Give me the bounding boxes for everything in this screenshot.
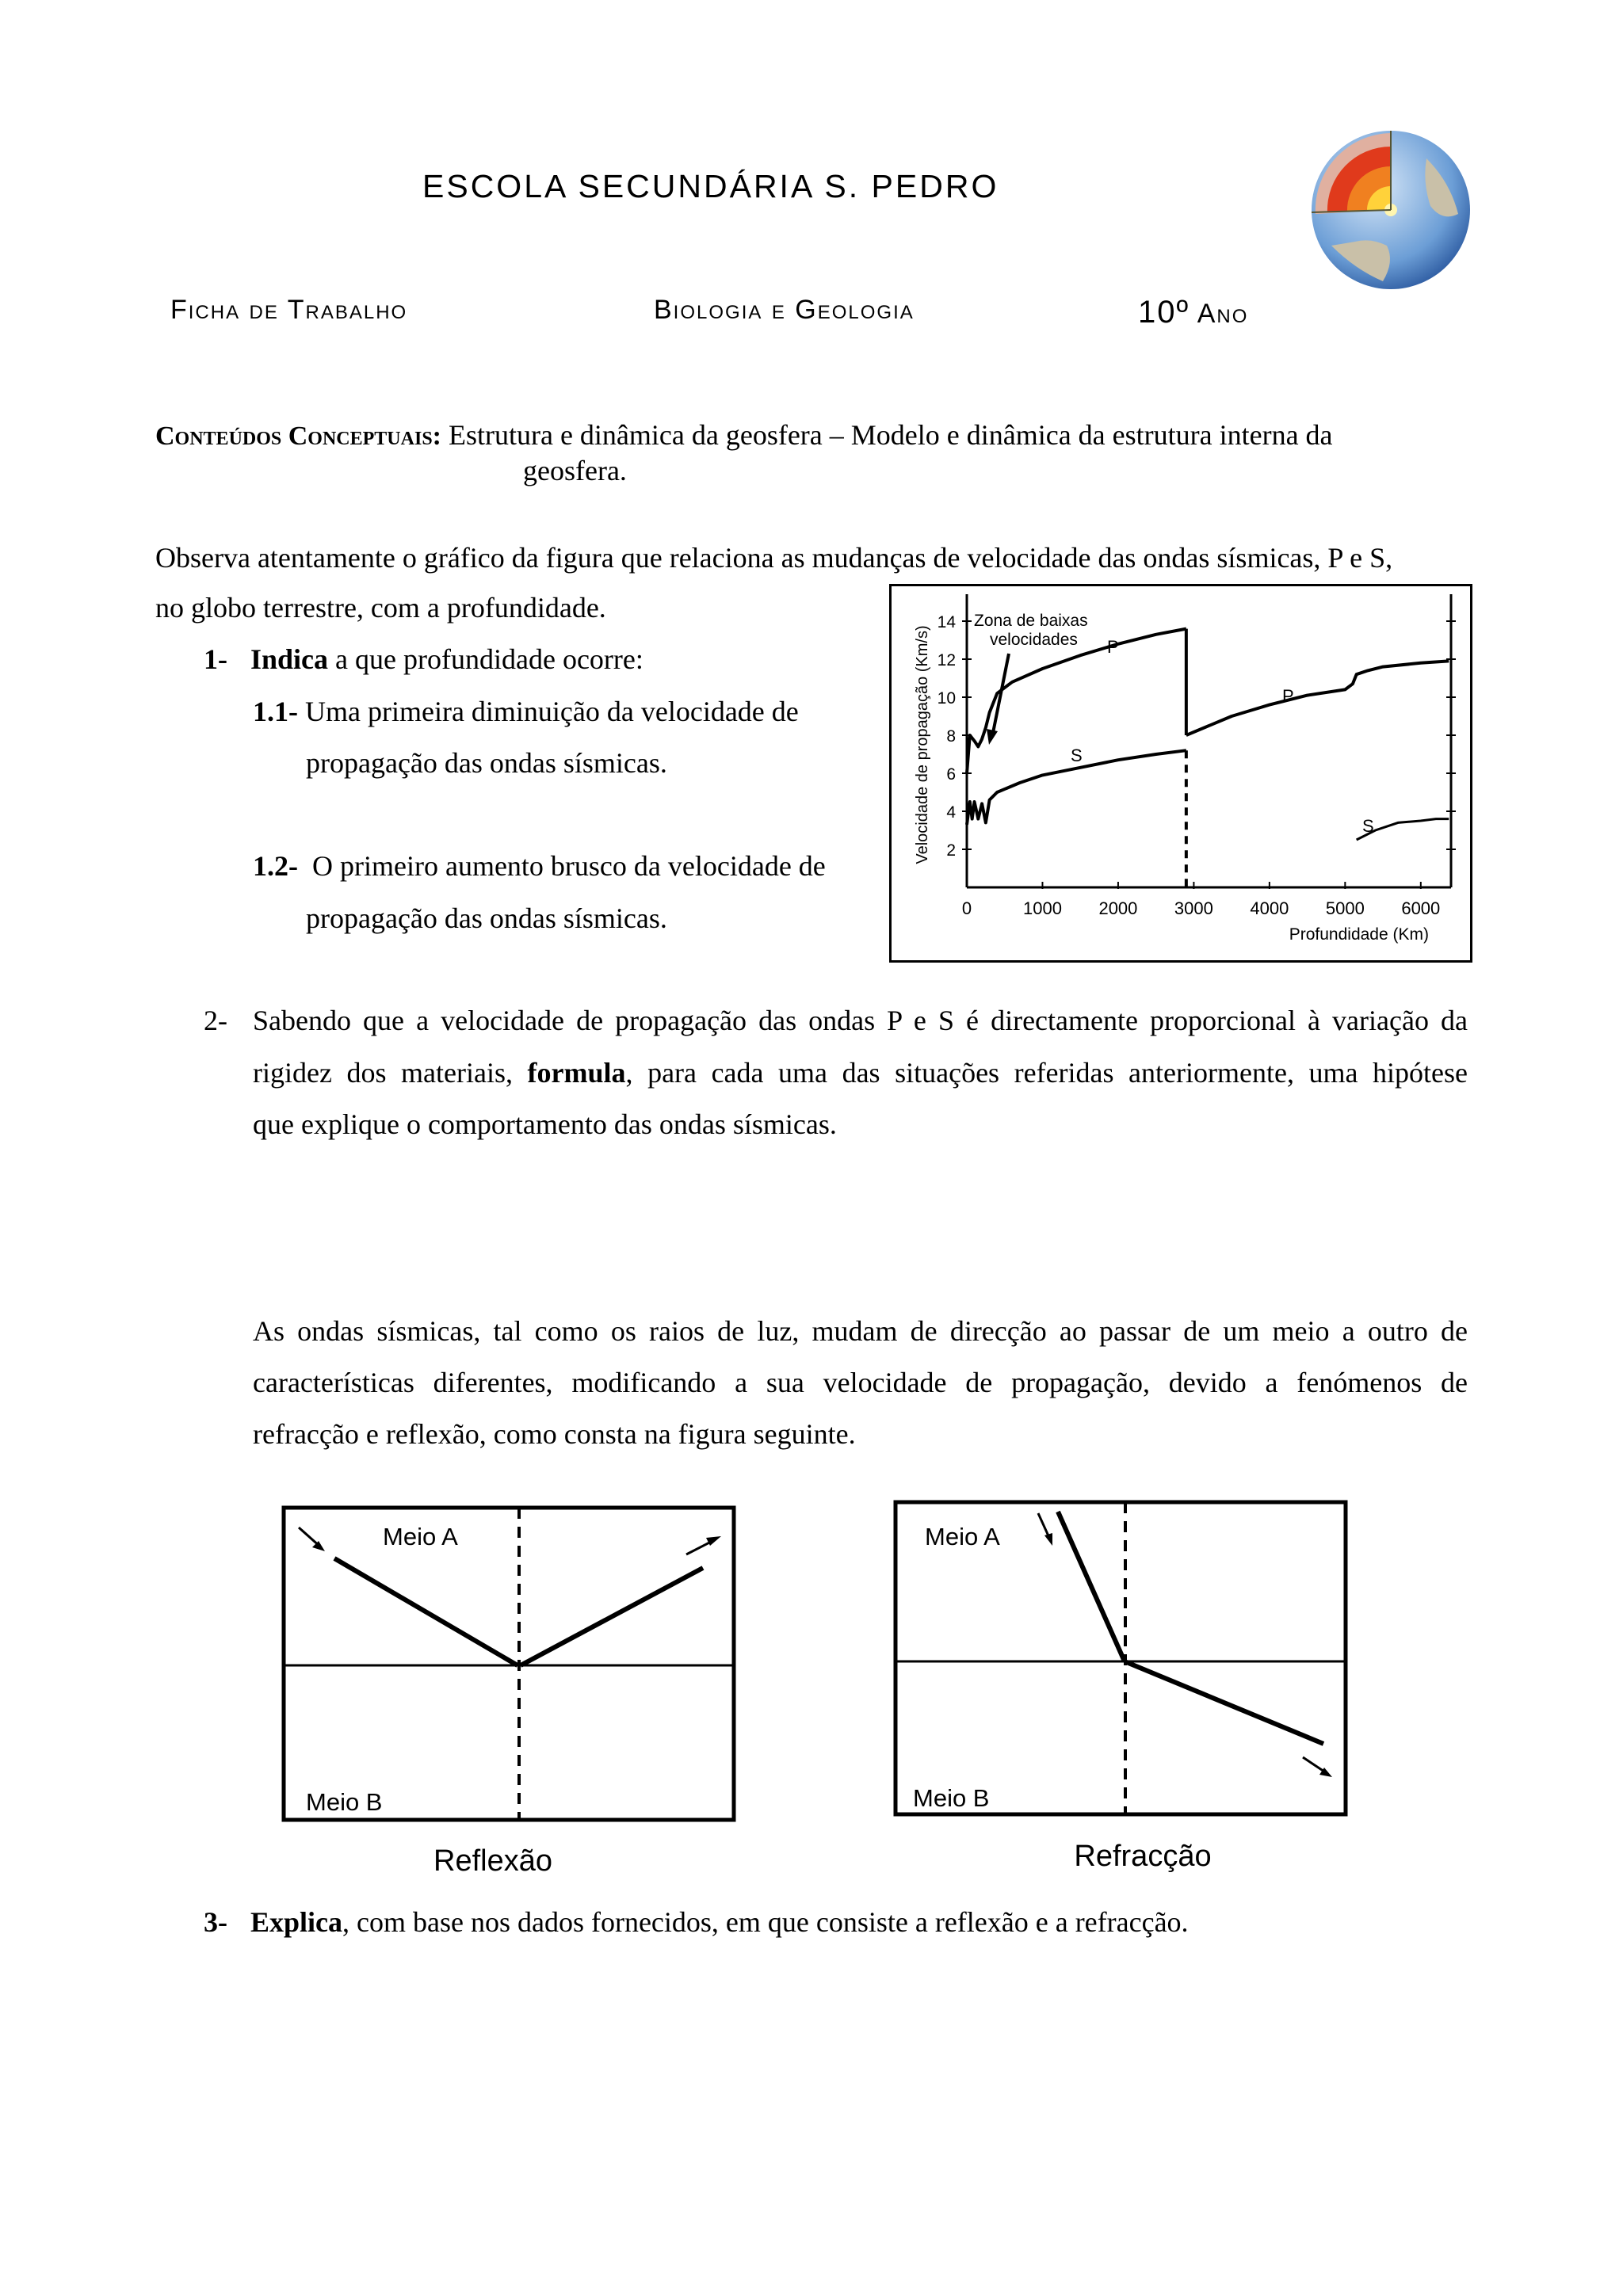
- question-1-1-text-1: Uma primeira diminuição da velocidade de: [298, 696, 799, 727]
- grade: [1138, 295, 1248, 330]
- chart-y-tick-label: 2: [946, 841, 956, 860]
- grade-number: 10º: [1138, 295, 1190, 330]
- intro-line-2: no globo terrestre, com a profundidade.: [155, 592, 606, 624]
- paragraph-line-2: características diferentes, modificando a sua velocidade de propagação, devido a fenómenos de: [253, 1367, 1468, 1398]
- grade-word: Ano: [1197, 299, 1249, 329]
- series-s-label-upper: S: [1071, 746, 1083, 765]
- sheet-type: Ficha de Trabalho: [170, 295, 408, 325]
- seismic-velocity-chart: [892, 586, 1470, 960]
- refraction-medium-a: Meio A: [925, 1523, 1000, 1550]
- question-1-1-text-2: propagação das ondas sísmicas.: [306, 747, 667, 779]
- series-p-label-lower: P: [1282, 686, 1294, 706]
- contents-line: [155, 418, 1518, 453]
- chart-y-label: Velocidade de propagação (Km/s): [914, 625, 931, 864]
- chart-x-tick-label: 4000: [1250, 898, 1289, 918]
- seismic-chart-frame: [889, 584, 1472, 963]
- reflection-medium-b: Meio B: [306, 1788, 383, 1816]
- question-2-line-2-post: , para cada uma das situações referidas anteriormente, uma hipótese: [625, 1057, 1468, 1089]
- question-1: [204, 643, 643, 677]
- question-1-2-number: 1.2-: [253, 850, 298, 882]
- contents-text-1: Estrutura e dinâmica da geosfera – Modelo e dinâmica da estrutura interna da: [448, 419, 1333, 451]
- question-1-2-text-1: O primeiro aumento brusco da velocidade de: [298, 850, 826, 882]
- school-name: ESCOLA SECUNDÁRIA S. PEDRO: [422, 168, 999, 204]
- reflection-frame: [284, 1508, 734, 1820]
- chart-x-tick-label: 0: [961, 898, 972, 918]
- chart-y-tick-label: 8: [946, 727, 956, 746]
- question-2-verb: formula: [527, 1057, 626, 1089]
- question-1-verb: Indica: [250, 643, 329, 675]
- refraction-diagram: [889, 1496, 1357, 1884]
- series-s-label-lower: S: [1362, 816, 1374, 836]
- contents-text-2: geosfera.: [523, 455, 627, 486]
- chart-y-tick-label: 14: [937, 613, 956, 631]
- earth-globe-icon: [1308, 127, 1474, 293]
- subject: Biologia e Geologia: [654, 295, 915, 325]
- reflection-medium-a: Meio A: [383, 1523, 458, 1550]
- question-1-1-number: 1.1-: [253, 696, 298, 727]
- reflection-caption: Reflexão: [433, 1844, 552, 1878]
- question-2-line-3: que explique o comportamento das ondas sísmicas.: [253, 1108, 837, 1140]
- chart-annotation-line-2: velocidades: [990, 631, 1078, 649]
- chart-x-tick-label: 1000: [1022, 898, 1062, 918]
- refraction-medium-b: Meio B: [913, 1784, 990, 1812]
- series-p-label-upper: P: [1107, 637, 1119, 657]
- chart-annotation-line-1: Zona de baixas: [974, 612, 1088, 630]
- reflection-diagram: [277, 1501, 745, 1890]
- question-3-number: 3-: [204, 1906, 227, 1938]
- chart-y-tick-label: 6: [946, 765, 956, 784]
- question-2-number: 2-: [204, 1005, 227, 1036]
- question-2-line-2: [253, 1056, 1468, 1090]
- question-1-2-text-2: propagação das ondas sísmicas.: [306, 902, 667, 934]
- chart-x-tick-label: 5000: [1325, 898, 1365, 918]
- question-2-line-2-pre: rigidez dos materiais,: [253, 1057, 528, 1089]
- paragraph-line-1: As ondas sísmicas, tal como os raios de luz, mudam de direcção ao passar de um meio a outro de: [253, 1315, 1468, 1347]
- refraction-caption: Refracção: [1074, 1840, 1212, 1873]
- chart-x-label: Profundidade (Km): [1289, 925, 1429, 944]
- question-3-verb: Explica: [250, 1906, 343, 1938]
- question-1-1: [253, 695, 799, 729]
- question-3-text: , com base nos dados fornecidos, em que consiste a reflexão e a refracção.: [342, 1906, 1189, 1938]
- contents-label: Conteúdos Conceptuais:: [155, 421, 441, 451]
- paragraph-line-3: refracção e reflexão, como consta na figura seguinte.: [253, 1418, 856, 1450]
- question-2-line-1: Sabendo que a velocidade de propagação das ondas P e S é directamente proporcional à variação da: [253, 1005, 1468, 1036]
- chart-x-tick-label: 6000: [1401, 898, 1441, 918]
- intro-line-1: Observa atentamente o gráfico da figura que relaciona as mudanças de velocidade das ondas sísmicas, P e S,: [155, 542, 1393, 574]
- chart-x-tick-label: 2000: [1098, 898, 1138, 918]
- chart-x-tick-label: 3000: [1174, 898, 1213, 918]
- chart-y-tick-label: 10: [937, 689, 956, 707]
- question-3: [204, 1905, 1189, 1939]
- question-1-number: 1-: [204, 643, 227, 675]
- chart-y-tick-label: 4: [946, 803, 956, 822]
- question-1-2: [253, 849, 826, 883]
- chart-annotation-arrow-head: [987, 729, 998, 745]
- question-1-text: a que profundidade ocorre:: [328, 643, 643, 675]
- chart-y-tick-label: 12: [937, 651, 956, 669]
- series-p-line-core: [1186, 661, 1449, 735]
